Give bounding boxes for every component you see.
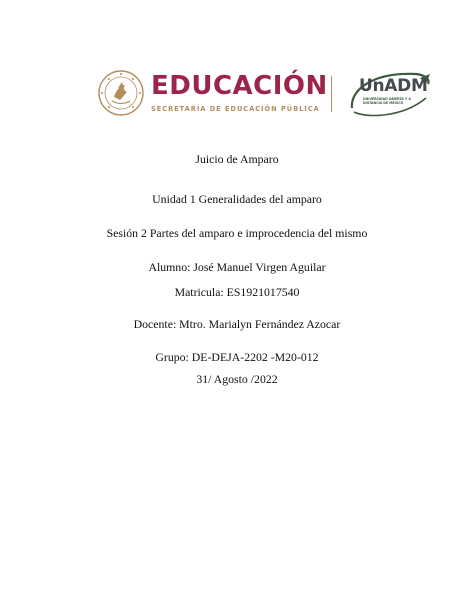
session-line: Sesión 2 Partes del amparo e improcedencia del mismo — [106, 226, 368, 240]
unadm-logo-title: UnADM — [359, 76, 428, 96]
unit-line: Unidad 1 Generalidades del amparo — [152, 192, 322, 206]
document-title: Juicio de Amparo — [195, 152, 279, 166]
date-line: 31/ Agosto /2022 — [196, 372, 278, 386]
sep-logo-title: EDUCACIÓN — [151, 71, 328, 101]
institution-logos-header — [0, 62, 474, 126]
sep-logo-wordmark — [151, 71, 328, 113]
group-line: Grupo: DE-DEJA-2202 -M20-012 — [155, 350, 319, 364]
teacher-line: Docente: Mtro. Marialyn Fernández Azocar — [133, 317, 341, 331]
sep-logo-subtitle: SECRETARÍA DE EDUCACIÓN PÚBLICA — [151, 105, 320, 113]
logo-divider — [331, 76, 332, 112]
unadm-logo-subtitle: UNIVERSIDAD ABIERTA Y A DISTANCIA DE MÉXICO — [363, 97, 411, 106]
student-line: Alumno: José Manuel Virgen Aguilar — [148, 260, 326, 274]
enrollment-line: Matricula: ES1921017540 — [174, 285, 300, 299]
mexican-coat-of-arms-seal-icon — [98, 70, 144, 116]
